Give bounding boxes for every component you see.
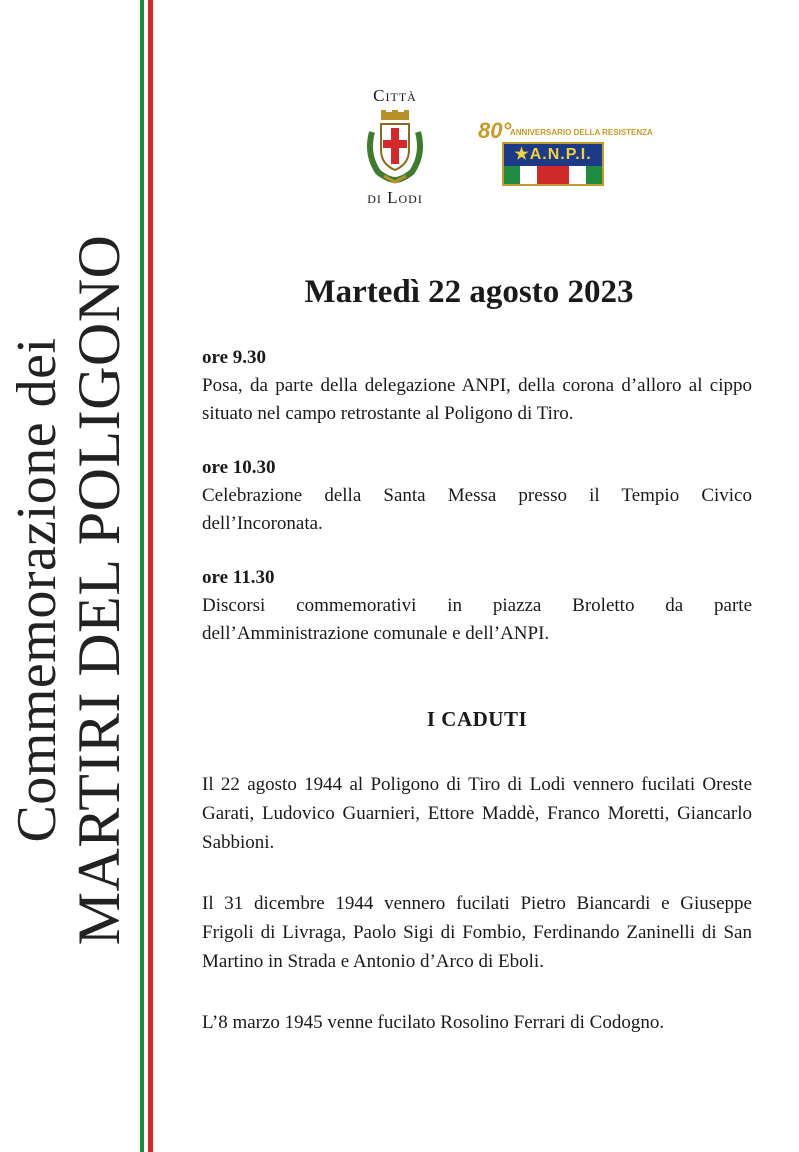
citta-di-lodi-logo — [350, 86, 440, 216]
caduti-paragraph: L’8 marzo 1945 venne fucilato Rosolino Ferrari di Codogno. — [202, 1012, 665, 1033]
caduti-heading: I CADUTI — [426, 707, 528, 731]
program-item-time: ore 11.30 — [202, 567, 275, 588]
anpi-name: ★A.N.P.I. — [504, 144, 602, 166]
program-item — [202, 454, 752, 538]
anpi-flag-icon — [504, 166, 602, 184]
anpi-badge — [502, 142, 604, 186]
tricolor-red-band — [148, 0, 153, 1152]
anpi-anniversary-caption: ANNIVERSARIO DELLA RESISTENZA — [510, 128, 653, 137]
program-item-time: ore 10.30 — [202, 457, 276, 478]
program-item-time: ore 9.30 — [202, 347, 267, 368]
anpi-80-number: 80° — [478, 118, 512, 143]
program-list — [202, 344, 752, 648]
side-title — [7, 140, 137, 1040]
program-item-description: Celebrazione della Santa Messa presso il Tempio Civico dell’Incoronata. — [202, 485, 752, 534]
caduti-paragraph: Il 31 dicembre 1944 vennero fucilati Pietro Biancardi e Giuseppe Frigoli di Livraga, Paolo Sigi di Fombio, Ferdinando Zaninelli di San Martino in Strada e Antonio d’Arco di Eboli. — [202, 893, 752, 972]
program-item-description: Discorsi commemorativi in piazza Broletto da parte dell’Amministrazione comunale e dell’ANPI. — [202, 595, 752, 644]
main-content — [202, 268, 752, 1056]
lodi-crest-icon — [364, 110, 426, 184]
program-item-description: Posa, da parte della delegazione ANPI, della corona d’alloro al cippo situato nel campo retrostante al Poligono di Tiro. — [202, 375, 752, 424]
side-title-line1: Commemorazione dei — [6, 337, 68, 843]
caduti-paragraph: Il 22 agosto 1944 al Poligono di Tiro di Lodi vennero fucilati Oreste Garati, Ludovico Guarnieri, Ettore Maddè, Franco Moretti, Giancarlo Sabbioni. — [202, 774, 752, 853]
lodi-logo-bottom-text: di Lodi — [367, 188, 423, 207]
side-title-line2: MARTIRI DEL POLIGONO — [66, 234, 132, 946]
event-date: Martedì 22 agosto 2023 — [304, 274, 634, 310]
program-item — [202, 344, 752, 428]
lodi-logo-top-text: Città — [373, 86, 417, 105]
anpi-logo — [470, 112, 653, 192]
program-item — [202, 564, 752, 648]
